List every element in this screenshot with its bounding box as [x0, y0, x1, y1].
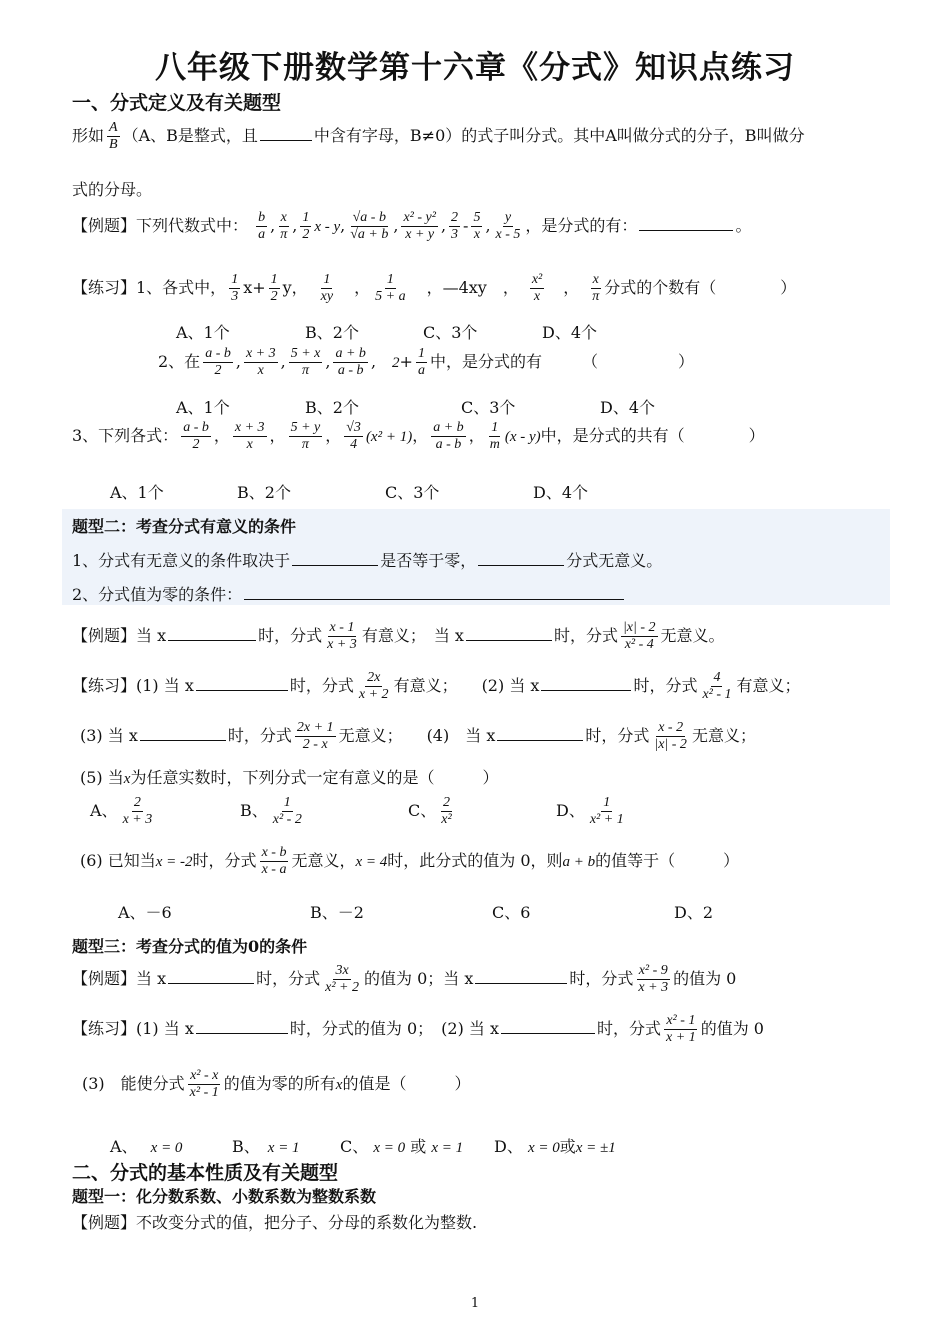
answer-blank[interactable]	[140, 726, 226, 741]
option-3c[interactable]: C、 x = 0 或 x = 1	[340, 1137, 464, 1156]
section-heading-4: 二、分式的基本性质及有关题型	[72, 1162, 339, 1184]
answer-blank[interactable]	[260, 126, 312, 141]
definition-line-2: 式的分母。	[72, 180, 153, 199]
practice-3-3: (3) 能使分式 $\frac{\text{x² - x}}{\text{x² - 1}}$ 的值为零的所有x的值是（ ）	[82, 1068, 471, 1101]
options-1a[interactable]: A、1个	[176, 323, 230, 342]
option-6a[interactable]: A、－6	[118, 903, 172, 922]
answer-blank[interactable]	[541, 676, 631, 691]
option-5b[interactable]: B、 $\frac{1}{\text{x² - 2}}$	[240, 795, 302, 828]
subsection-heading: 题型一：化分数系数、小数系数为整数系数	[72, 1187, 377, 1206]
option-5c[interactable]: C、 $\frac{2}{\text{x²}}$	[408, 795, 452, 828]
options-3c[interactable]: C、3个	[385, 483, 440, 502]
options-2a[interactable]: A、1个	[176, 398, 230, 417]
option-6b[interactable]: B、－2	[310, 903, 364, 922]
answer-blank[interactable]	[466, 626, 552, 641]
section-heading-2: 题型二：考查分式有意义的条件	[72, 517, 297, 536]
answer-blank[interactable]	[501, 1019, 595, 1034]
options-3b[interactable]: B、2个	[237, 483, 291, 502]
answer-blank[interactable]	[292, 551, 378, 566]
example-line: 【例题】下列代数式中： $\frac{b}{a}$ , $\frac{x}{\pi}$ , $\frac{1}{2}$ x - y, $\frac{√a - b}{√a + b}$ , $\frac{\text{x² - y²}}{x + y}$ , $\frac{2}{3}$ - $\frac{5}{x}$ , $\frac{y}{x - 5}$ ，是分式的有： 。	[72, 210, 752, 243]
answer-blank[interactable]	[475, 969, 567, 984]
page-number: 1	[470, 1296, 480, 1311]
answer-blank[interactable]	[478, 551, 564, 566]
option-3d[interactable]: D、 x = 0或x = ±1	[494, 1137, 616, 1156]
option-5d[interactable]: D、 $\frac{1}{\text{x² + 1}}$	[556, 795, 624, 828]
options-2c[interactable]: C、3个	[461, 398, 516, 417]
options-3d[interactable]: D、4个	[533, 483, 589, 502]
practice-2-5: (5) 当x为任意实数时，下列分式一定有意义的是（ ）	[80, 768, 499, 787]
example-2: 【例题】当 x 时，分式 $\frac{x - 1}{x + 3}$ 有意义； 当 x 时，分式 $\frac{|x| - 2}{\text{x² - 4}}$ 无意义。	[72, 620, 725, 653]
answer-blank[interactable]	[168, 969, 254, 984]
option-5a[interactable]: A、 $\frac{2}{x + 3}$	[90, 795, 153, 828]
practice-3: 3、下列各式： $\frac{a - b}{2}$ ， $\frac{x + 3}{x}$ ， $\frac{5 + y}{\pi}$ ， $\frac{√3}{4}$ (x² + 1)， $\frac{a + b}{a - b}$ ， $\frac{1}{m}$ (x - y)中，是分式的共有（ ）	[72, 420, 765, 453]
option-3a[interactable]: A、 x = 0	[110, 1137, 183, 1156]
options-1b[interactable]: B、2个	[305, 323, 359, 342]
answer-blank[interactable]	[196, 1019, 288, 1034]
example-3: 【例题】当 x 时，分式 $\frac{3x}{\text{x² + 2}}$ 的值为 0；当 x 时，分式 $\frac{\text{x² - 9}}{x + 3}$ 的值为 0	[72, 963, 737, 996]
practice-2-3: (3) 当 x 时，分式 $\frac{2x + 1}{2 - x}$ 无意义； (4) 当 x 时，分式 $\frac{x - 2}{|x| - 2}$ 无意义；	[80, 720, 756, 753]
practice-1: 【练习】1、各式中， $\frac{1}{3}$ x+ $\frac{1}{2}$ y， $\frac{1}{xy}$ ， $\frac{1}{5 + a}$ ，—4xy ， $\frac{\text{x²}}{x}$ ， $\frac{x}{\pi}$ 分式的个数有（ ）	[72, 272, 797, 305]
example-4: 【例题】不改变分式的值，把分子、分母的系数化为整数.	[72, 1213, 478, 1232]
page-title: 八年级下册数学第十六章《分式》知识点练习	[155, 50, 795, 86]
answer-blank[interactable]	[639, 216, 733, 231]
answer-blank[interactable]	[497, 726, 583, 741]
answer-blank[interactable]	[244, 585, 624, 600]
options-1c[interactable]: C、3个	[423, 323, 478, 342]
condition-line-2: 2、分式值为零的条件：	[72, 582, 626, 605]
section-heading-1: 一、分式定义及有关题型	[72, 92, 282, 114]
option-6d[interactable]: D、2	[674, 903, 714, 922]
practice-2-1: 【练习】(1) 当 x 时，分式 $\frac{2x}{x + 2}$ 有意义； (2) 当 x 时，分式 $\frac{4}{\text{x² - 1}}$ 有意义；	[72, 670, 801, 703]
practice-2-6: (6) 已知当x = -2时，分式 $\frac{x - b}{x - a}$ 无意义，x = 4时，此分式的值为 0，则a + b的值等于（ ）	[80, 845, 740, 878]
definition-line-1: 形如 $\frac{A}{B}$ （A、B是整式，且 中含有字母，B≠0）的式子叫分式。其中A叫做分式的分子，B叫做分	[72, 120, 805, 153]
practice-2: 2、在 $\frac{a - b}{2}$ , $\frac{x + 3}{x}$ , $\frac{5 + x}{\pi}$ , $\frac{a + b}{a - b}$ , 2+ $\frac{1}{a}$ 中，是分式的有 （ ）	[158, 346, 694, 379]
options-2d[interactable]: D、4个	[600, 398, 656, 417]
answer-blank[interactable]	[168, 626, 256, 641]
options-2b[interactable]: B、2个	[305, 398, 359, 417]
fraction-a-over-b: $\frac{A}{B}$	[109, 120, 118, 153]
answer-blank[interactable]	[196, 676, 288, 691]
condition-line-1: 1、分式有无意义的条件取决于 是否等于零， 分式无意义。	[72, 551, 663, 570]
option-6c[interactable]: C、6	[492, 903, 531, 922]
options-1d[interactable]: D、4个	[542, 323, 598, 342]
options-3a[interactable]: A、1个	[110, 483, 164, 502]
section-heading-3: 题型三：考查分式的值为0的条件	[72, 937, 308, 956]
option-3b[interactable]: B、 x = 1	[232, 1137, 300, 1156]
practice-3-1: 【练习】(1) 当 x 时，分式的值为 0； (2) 当 x 时，分式 $\frac{\text{x² - 1}}{x + 1}$ 的值为 0	[72, 1013, 764, 1046]
